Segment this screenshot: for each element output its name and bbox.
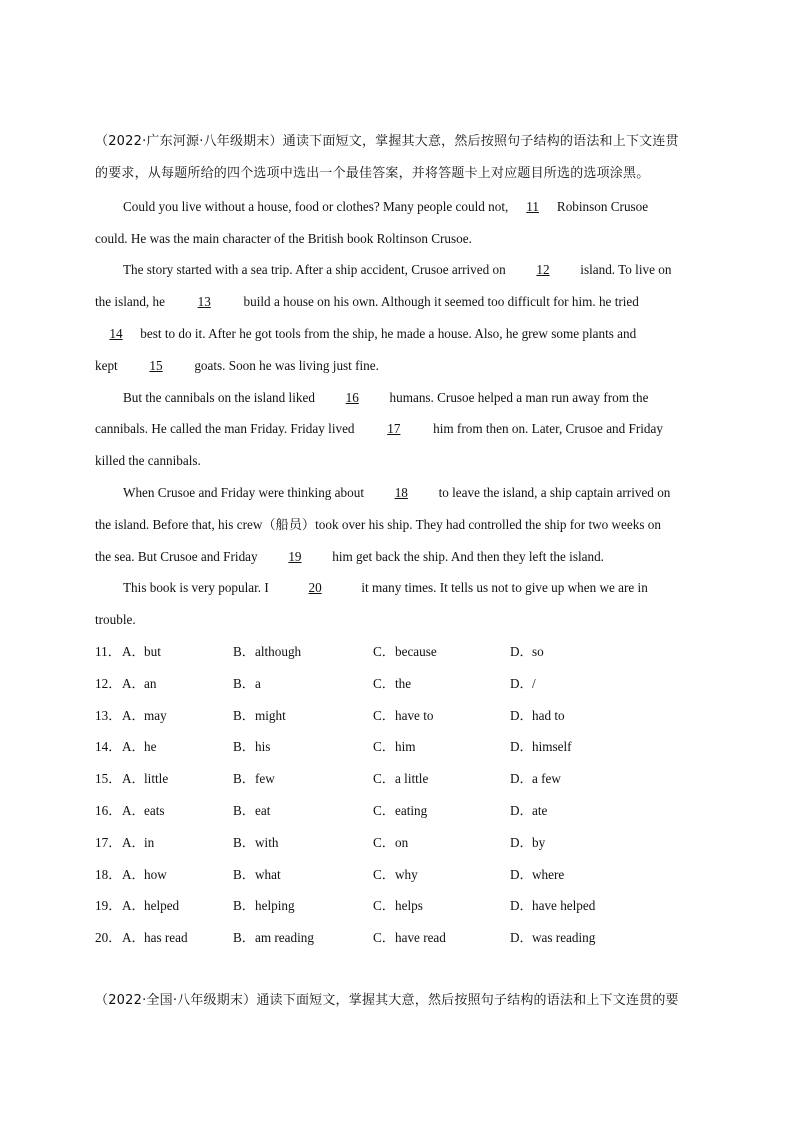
question-number: [95, 770, 121, 788]
option-letter: C．: [373, 898, 395, 914]
option-a[interactable]: [122, 707, 167, 725]
passage-line: [95, 357, 700, 375]
option-text: helped: [144, 898, 180, 914]
passage-text: kept: [95, 358, 118, 373]
option-b[interactable]: [233, 834, 278, 852]
option-letter: D．: [510, 834, 533, 850]
option-text: on: [395, 834, 409, 850]
question-number: [95, 866, 121, 884]
option-a[interactable]: [122, 675, 156, 693]
blank-20: 20: [308, 580, 322, 595]
passage-line: [95, 325, 700, 343]
option-d[interactable]: [510, 770, 561, 788]
option-text: so: [532, 644, 544, 659]
option-a[interactable]: [122, 866, 167, 884]
passage-line: the island. Before that, his crew（船员）took over his ship. They had controlled the ship for two weeks on: [95, 517, 661, 532]
option-letter: B．: [233, 739, 255, 755]
passage-line: trouble.: [95, 612, 136, 627]
question-row: [95, 866, 700, 884]
option-letter: B．: [233, 803, 255, 818]
passage-text: the sea. But Crusoe and Friday: [95, 549, 258, 564]
option-text: with: [255, 834, 279, 850]
option-letter: A．: [122, 771, 145, 787]
option-text: was reading: [532, 930, 596, 946]
option-text: eat: [255, 803, 271, 818]
option-text: his: [255, 739, 271, 755]
option-b[interactable]: [233, 929, 314, 947]
passage-text: humans. Crusoe helped a man run away from the: [389, 390, 649, 405]
option-letter: D．: [510, 675, 533, 691]
option-d[interactable]: [510, 802, 547, 820]
option-a[interactable]: [122, 738, 156, 756]
option-text: has read: [144, 930, 188, 946]
passage-line: [123, 261, 700, 279]
question-row: [95, 738, 700, 756]
blank-14: 14: [109, 326, 123, 341]
question-number: [95, 897, 121, 915]
question-number: [95, 802, 121, 820]
option-d[interactable]: [510, 834, 545, 852]
option-letter: A．: [122, 834, 145, 850]
option-text: /: [532, 675, 536, 691]
option-a[interactable]: [122, 802, 165, 820]
option-letter: A．: [122, 707, 145, 723]
passage-text: Robinson Crusoe: [556, 199, 649, 214]
option-text: although: [255, 644, 302, 659]
passage-line: could. He was the main character of the British book Roltinson Crusoe.: [95, 231, 472, 246]
option-letter: D．: [510, 644, 533, 659]
option-text: eats: [144, 803, 165, 818]
option-letter: A．: [122, 803, 145, 818]
passage-text: Could you live without a house, food or clothes? Many people could not,: [123, 199, 509, 214]
option-text: because: [395, 644, 437, 659]
option-letter: A．: [122, 898, 145, 914]
option-text: himself: [532, 739, 572, 755]
blank-11: 11: [526, 199, 539, 214]
passage-line: killed the cannibals.: [95, 453, 201, 468]
option-b[interactable]: [233, 897, 295, 915]
option-letter: C．: [373, 675, 395, 691]
question-number-label: 18．: [95, 866, 122, 882]
next-intro-line: （2022·全国·八年级期末）通读下面短文，掌握其大意，然后按照句子结构的语法和上下文连贯的要: [95, 993, 679, 1008]
question-row: [95, 643, 700, 661]
option-letter: D．: [510, 707, 533, 723]
option-text: helping: [255, 898, 295, 914]
option-c[interactable]: [373, 707, 433, 725]
option-text: an: [144, 675, 157, 691]
option-d[interactable]: [510, 897, 595, 915]
passage-text: it many times. It tells us not to give up when we are in: [361, 580, 648, 595]
blank-12: 12: [536, 262, 550, 277]
option-letter: C．: [373, 834, 395, 850]
question-row: [95, 834, 700, 852]
option-b[interactable]: [233, 866, 281, 884]
option-c[interactable]: [373, 897, 423, 915]
option-c[interactable]: [373, 643, 437, 661]
question-row: [95, 897, 700, 915]
passage-text: island. To live on: [580, 262, 672, 277]
question-number-label: 16．: [95, 803, 122, 818]
intro-line-1: （2022·广东河源·八年级期末）通读下面短文，掌握其大意，然后按照句子结构的语法和上下文连贯: [95, 134, 679, 149]
option-d[interactable]: [510, 738, 572, 756]
passage-text: best to do it. After he got tools from the ship, he made a house. Also, he grew some plants and: [140, 326, 637, 341]
passage-line: [95, 548, 700, 566]
option-text: might: [255, 707, 286, 723]
option-b[interactable]: [233, 738, 270, 756]
option-b[interactable]: [233, 643, 301, 661]
question-number-label: 11．: [95, 644, 121, 659]
question-number-label: 15．: [95, 771, 122, 787]
question-number: [95, 738, 121, 756]
option-c[interactable]: [373, 770, 428, 788]
option-d[interactable]: [510, 643, 544, 661]
option-b[interactable]: [233, 675, 261, 693]
question-row: [95, 675, 700, 693]
question-number-label: 20．: [95, 930, 122, 946]
option-letter: B．: [233, 675, 255, 691]
option-letter: A．: [122, 675, 145, 691]
option-b[interactable]: [233, 770, 275, 788]
option-c[interactable]: [373, 834, 408, 852]
option-letter: D．: [510, 866, 533, 882]
option-a[interactable]: [122, 897, 179, 915]
question-row: [95, 929, 700, 947]
option-a[interactable]: [122, 770, 168, 788]
passage-text: When Crusoe and Friday were thinking about: [123, 485, 364, 500]
passage-line: [95, 420, 700, 438]
option-c[interactable]: [373, 929, 446, 947]
option-letter: D．: [510, 771, 533, 787]
option-text: a few: [532, 771, 561, 787]
question-number-label: 19．: [95, 898, 122, 914]
passage-line: [123, 389, 700, 407]
option-letter: C．: [373, 644, 395, 659]
option-c[interactable]: [373, 866, 418, 884]
option-d[interactable]: [510, 707, 565, 725]
option-d[interactable]: [510, 675, 536, 693]
option-text: little: [144, 771, 169, 787]
passage-text: But the cannibals on the island liked: [123, 390, 315, 405]
option-text: where: [532, 866, 565, 882]
question-number-label: 17．: [95, 834, 122, 850]
passage-line: [123, 198, 700, 216]
question-row: [95, 770, 700, 788]
question-row: [95, 802, 700, 820]
option-letter: B．: [233, 898, 255, 914]
option-text: what: [255, 866, 281, 882]
option-letter: A．: [122, 739, 145, 755]
option-letter: D．: [510, 803, 533, 818]
passage-text: him from then on. Later, Crusoe and Friday: [433, 421, 663, 436]
option-text: a little: [395, 771, 429, 787]
question-number-label: 13．: [95, 707, 122, 723]
option-letter: C．: [373, 930, 395, 946]
question-number: [95, 643, 121, 661]
option-text: eating: [395, 803, 428, 818]
passage-text: build a house on his own. Although it seemed too difficult for him. he tried: [243, 294, 639, 309]
option-d[interactable]: [510, 929, 595, 947]
option-letter: C．: [373, 739, 395, 755]
passage-line: [123, 579, 700, 597]
option-text: had to: [532, 707, 565, 723]
option-text: may: [144, 707, 167, 723]
option-letter: A．: [122, 930, 145, 946]
blank-18: 18: [394, 485, 408, 500]
option-a[interactable]: [122, 643, 161, 661]
option-d[interactable]: [510, 866, 564, 884]
option-letter: D．: [510, 898, 533, 914]
question-number-label: 14．: [95, 739, 122, 755]
question-number: [95, 707, 121, 725]
option-text: but: [144, 644, 161, 659]
question-number: [95, 929, 121, 947]
option-letter: B．: [233, 707, 255, 723]
passage-text: cannibals. He called the man Friday. Friday lived: [95, 421, 355, 436]
passage-line: [123, 484, 700, 502]
option-text: the: [395, 675, 412, 691]
option-letter: C．: [373, 803, 395, 818]
option-letter: C．: [373, 866, 395, 882]
option-letter: B．: [233, 834, 255, 850]
question-number: [95, 834, 121, 852]
passage-text: This book is very popular. I: [123, 580, 269, 595]
option-text: he: [144, 739, 157, 755]
option-a[interactable]: [122, 929, 188, 947]
intro-line-2: 的要求，从每题所给的四个选项中选出一个最佳答案，并将答题卡上对应题目所选的选项涂黑。: [95, 166, 650, 181]
option-text: by: [532, 834, 546, 850]
question-row: [95, 707, 700, 725]
option-letter: B．: [233, 771, 255, 787]
question-number-label: 12．: [95, 675, 122, 691]
option-b[interactable]: [233, 802, 270, 820]
blank-15: 15: [149, 358, 163, 373]
passage-text: the island, he: [95, 294, 165, 309]
option-a[interactable]: [122, 834, 154, 852]
blank-13: 13: [197, 294, 211, 309]
option-letter: B．: [233, 930, 255, 946]
option-text: how: [144, 866, 167, 882]
passage-text: him get back the ship. And then they left the island.: [332, 549, 604, 564]
passage-line: [95, 293, 700, 311]
passage-text: The story started with a sea trip. After a ship accident, Crusoe arrived on: [123, 262, 506, 277]
option-letter: D．: [510, 930, 533, 946]
option-letter: A．: [122, 644, 145, 659]
option-c[interactable]: [373, 802, 427, 820]
option-text: have read: [395, 930, 446, 946]
option-text: him: [395, 739, 416, 755]
option-letter: D．: [510, 739, 533, 755]
option-text: helps: [395, 898, 423, 914]
option-c[interactable]: [373, 675, 411, 693]
option-c[interactable]: [373, 738, 416, 756]
option-text: have helped: [532, 898, 596, 914]
option-letter: C．: [373, 771, 395, 787]
option-letter: B．: [233, 866, 255, 882]
option-letter: B．: [233, 644, 255, 659]
option-letter: A．: [122, 866, 145, 882]
option-text: ate: [532, 803, 548, 818]
option-b[interactable]: [233, 707, 286, 725]
option-text: a: [255, 675, 261, 691]
blank-17: 17: [387, 421, 401, 436]
passage-text: goats. Soon he was living just fine.: [194, 358, 379, 373]
option-text: in: [144, 834, 155, 850]
blank-16: 16: [345, 390, 359, 405]
option-text: have to: [395, 707, 434, 723]
blank-19: 19: [288, 549, 302, 564]
option-text: why: [395, 866, 418, 882]
option-text: few: [255, 771, 275, 787]
option-letter: C．: [373, 707, 395, 723]
option-text: am reading: [255, 930, 314, 946]
question-number: [95, 675, 121, 693]
passage-text: to leave the island, a ship captain arrived on: [438, 485, 671, 500]
